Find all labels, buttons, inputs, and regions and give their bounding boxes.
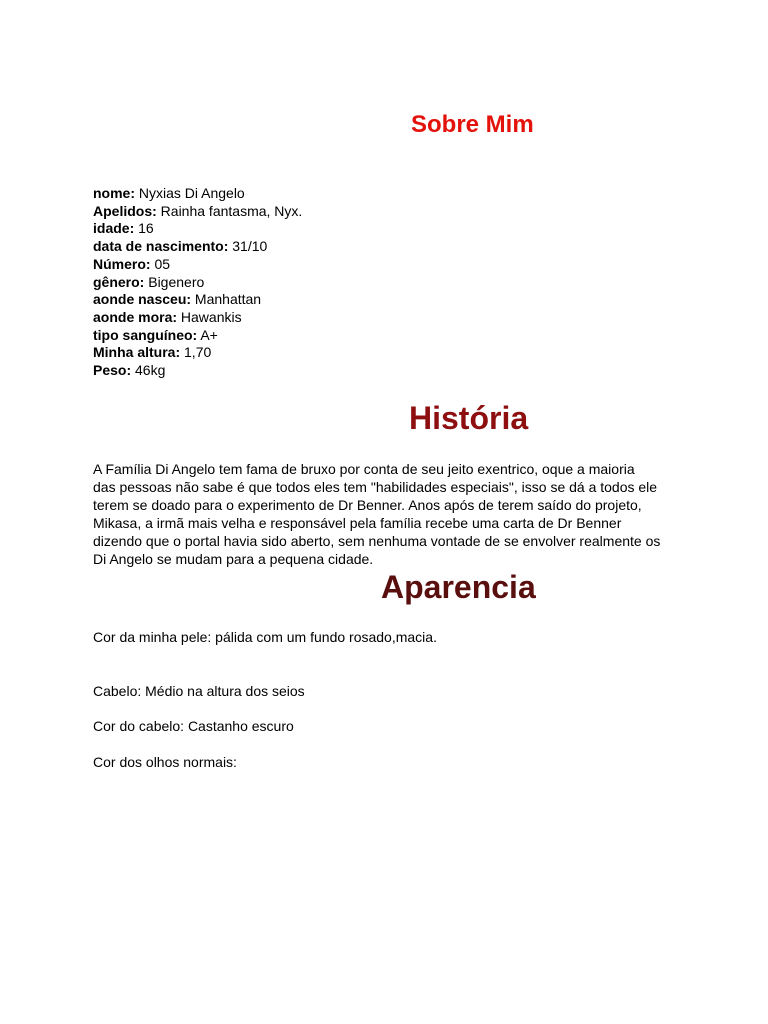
field-value: 16 <box>138 220 154 237</box>
field-label: Número: <box>93 255 151 272</box>
field-apelidos <box>93 203 302 221</box>
profile-fields-list <box>93 185 302 380</box>
sobre-mim-heading: Sobre Mim <box>411 111 534 138</box>
field-label: gênero: <box>93 273 145 290</box>
aparencia-pele: Cor da minha pele: pálida com um fundo rosado,macia. <box>93 629 437 645</box>
field-aonde-mora <box>93 309 302 327</box>
field-label: idade: <box>93 220 135 237</box>
field-label: data de nascimento: <box>93 238 229 255</box>
field-peso <box>93 362 302 380</box>
aparencia-cor-do-cabelo: Cor do cabelo: Castanho escuro <box>93 718 294 734</box>
field-value: Nyxias Di Angelo <box>138 185 245 201</box>
aparencia-heading: Aparencia <box>381 569 536 605</box>
field-label: Minha altura: <box>93 344 181 361</box>
historia-heading: História <box>409 400 529 436</box>
field-label: nome: <box>93 185 135 201</box>
field-label: Peso: <box>93 362 132 379</box>
field-label: Apelidos: <box>93 202 157 219</box>
field-value: 05 <box>154 255 171 272</box>
field-label: aonde nasceu: <box>93 291 192 308</box>
field-value: Manhattan <box>194 291 262 308</box>
field-idade <box>93 220 302 238</box>
field-value: Rainha fantasma, Nyx. <box>160 202 303 219</box>
field-value: A+ <box>200 326 218 343</box>
field-label: aonde mora: <box>93 308 178 325</box>
field-value: 31/10 <box>232 238 268 255</box>
field-value: Bigenero <box>148 273 205 290</box>
field-numero <box>93 256 302 274</box>
field-genero <box>93 274 302 292</box>
aparencia-cor-dos-olhos: Cor dos olhos normais: <box>93 754 237 770</box>
field-value: 1,70 <box>184 344 212 361</box>
field-minha-altura <box>93 344 302 362</box>
field-aonde-nasceu <box>93 291 302 309</box>
field-nome <box>93 185 302 203</box>
aparencia-cabelo: Cabelo: Médio na altura dos seios <box>93 683 305 699</box>
field-label: tipo sanguíneo: <box>93 326 198 343</box>
field-tipo-sanguineo <box>93 327 302 345</box>
field-value: 46kg <box>135 362 166 379</box>
field-value: Hawankis <box>180 308 242 325</box>
historia-paragraph: A Família Di Angelo tem fama de bruxo por conta de seu jeito exentrico, oque a maioria das pessoas não sabe é que todos eles tem "habilidades especiais", isso se dá a todos ele terem se doado para o experimento de Dr Benner. Anos após de terem saído do projeto, Mikasa, a irmã mais velha e responsável pela família recebe uma carta de Dr Benner dizendo que o portal havia sido aberto, sem nenhuma vontade de se envolver realmente os Di Angelo se mudam para a pequena cidade. <box>93 461 661 567</box>
field-data-de-nascimento <box>93 238 302 256</box>
